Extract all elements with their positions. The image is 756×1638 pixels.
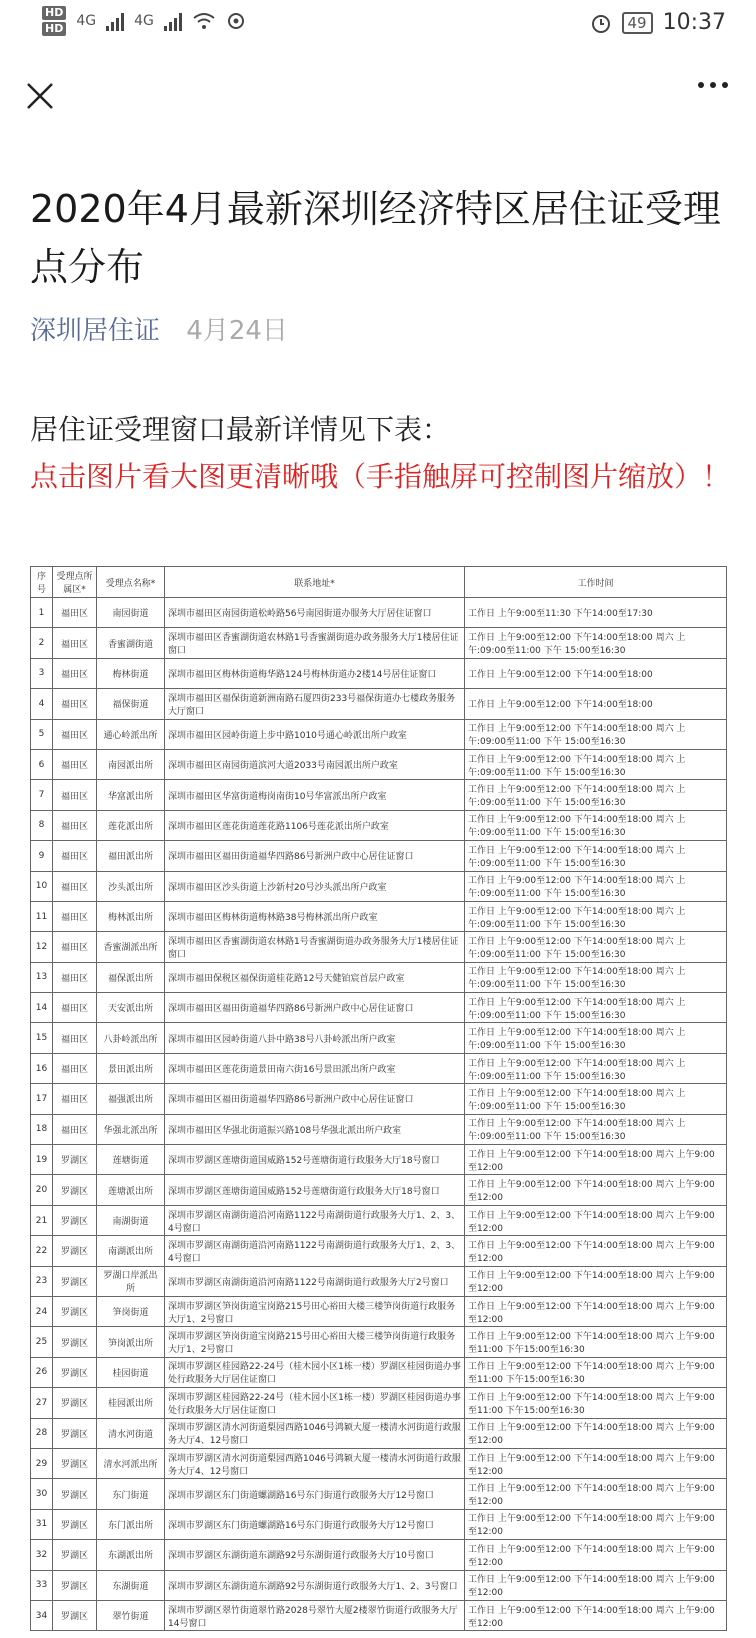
cell-name: 华富派出所	[97, 780, 165, 810]
signal-icon	[106, 11, 124, 31]
cell-hours: 工作日 上午9:00至12:00 下午14:00至18:00 周六 上午9:00至12:00	[465, 1145, 727, 1175]
cell-index: 30	[31, 1479, 53, 1509]
cell-address: 深圳市福田区南园街道松岭路56号南园街道办服务大厅居住证窗口	[165, 598, 465, 628]
cell-hours: 工作日 上午9:00至12:00 下午14:00至18:00 周六 上午:09:00至11:00 下午 15:00至16:30	[465, 962, 727, 992]
cell-name: 香蜜湖派出所	[97, 932, 165, 962]
cell-index: 1	[31, 598, 53, 628]
cell-address: 深圳市罗湖区莲塘街道国威路152号莲塘街道行政服务大厅18号窗口	[165, 1175, 465, 1205]
cell-address: 深圳市罗湖区桂园路22-24号（桂木园小区1栋一楼）罗湖区桂园街道办事处行政服务大厅居住证窗口	[165, 1357, 465, 1387]
table-row	[31, 841, 727, 871]
table-row	[31, 1357, 727, 1387]
table-row	[31, 1570, 727, 1600]
table-row	[31, 1145, 727, 1175]
cell-index: 2	[31, 628, 53, 658]
table-row	[31, 901, 727, 931]
table-row	[31, 628, 727, 658]
cell-index: 31	[31, 1509, 53, 1539]
cell-index: 7	[31, 780, 53, 810]
table-row	[31, 1296, 727, 1326]
cell-address: 深圳市福田区园岭街道八卦中路38号八卦岭派出所户政室	[165, 1023, 465, 1053]
cell-index: 13	[31, 962, 53, 992]
cell-address: 深圳市福田区园岭街道上步中路1010号通心岭派出所户政室	[165, 719, 465, 749]
cell-name: 清水河派出所	[97, 1448, 165, 1478]
table-row	[31, 1509, 727, 1539]
table-row	[31, 1600, 727, 1630]
cell-name: 莲塘派出所	[97, 1175, 165, 1205]
cell-index: 19	[31, 1145, 53, 1175]
wifi-icon	[192, 11, 216, 31]
cell-index: 5	[31, 719, 53, 749]
cell-hours: 工作日 上午9:00至12:00 下午14:00至18:00 周六 上午:09:00至11:00 下午 15:00至16:30	[465, 1084, 727, 1114]
signal-icon-2	[164, 11, 182, 31]
cell-address: 深圳市福田区香蜜湖街道农林路1号香蜜湖街道办政务服务大厅1楼居住证窗口	[165, 628, 465, 658]
cell-hours: 工作日 上午9:00至12:00 下午14:00至18:00 周六 上午9:00至12:00	[465, 1296, 727, 1326]
cell-name: 福保街道	[97, 689, 165, 719]
cell-index: 20	[31, 1175, 53, 1205]
alarm-icon	[590, 12, 612, 34]
cell-address: 深圳市福田保税区福保街道桂花路12号天健铂宸首层户政室	[165, 962, 465, 992]
cell-district: 福田区	[53, 901, 97, 931]
table-row	[31, 1479, 727, 1509]
table-row	[31, 658, 727, 688]
cell-address: 深圳市罗湖区东门街道螺湖路16号东门街道行政服务大厅12号窗口	[165, 1509, 465, 1539]
table-row	[31, 1023, 727, 1053]
nav-bar	[0, 62, 756, 132]
network-label-2: 4G	[134, 13, 154, 29]
cell-district: 罗湖区	[53, 1448, 97, 1478]
more-icon[interactable]	[698, 82, 728, 88]
cell-address: 深圳市福田区莲花街道莲花路1106号莲花派出所户政室	[165, 810, 465, 840]
table-row	[31, 1388, 727, 1418]
locations-table-image[interactable]	[30, 566, 726, 1631]
cell-name: 景田派出所	[97, 1053, 165, 1083]
table-row	[31, 1418, 727, 1448]
table-row	[31, 871, 727, 901]
cell-hours: 工作日 上午9:00至12:00 下午14:00至18:00 周六 上午9:00至12:00	[465, 1448, 727, 1478]
cell-name: 八卦岭派出所	[97, 1023, 165, 1053]
cell-district: 罗湖区	[53, 1357, 97, 1387]
cell-district: 福田区	[53, 658, 97, 688]
table-row	[31, 1175, 727, 1205]
cell-name: 东湖派出所	[97, 1540, 165, 1570]
cell-index: 25	[31, 1327, 53, 1357]
cell-hours: 工作日 上午9:00至12:00 下午14:00至18:00 周六 上午9:00至12:00	[465, 1570, 727, 1600]
cell-index: 18	[31, 1114, 53, 1144]
cell-index: 22	[31, 1236, 53, 1266]
cell-hours: 工作日 上午9:00至12:00 下午14:00至18:00 周六 上午:09:00至11:00 下午 15:00至16:30	[465, 810, 727, 840]
table-row	[31, 1205, 727, 1235]
cell-address: 深圳市福田区莲花街道景田南六街16号景田派出所户政室	[165, 1053, 465, 1083]
cell-name: 梅林派出所	[97, 901, 165, 931]
table-row	[31, 780, 727, 810]
table-row	[31, 962, 727, 992]
cell-district: 福田区	[53, 749, 97, 779]
cell-name: 笋岗街道	[97, 1296, 165, 1326]
col-header-name: 受理点名称*	[97, 567, 165, 598]
cell-address: 深圳市罗湖区清水河街道梨园西路1046号鸿颖大厦一楼清水河街道行政服务大厅4、12号窗口	[165, 1418, 465, 1448]
cell-address: 深圳市罗湖区莲塘街道国威路152号莲塘街道行政服务大厅18号窗口	[165, 1145, 465, 1175]
locations-table	[30, 566, 727, 1631]
intro-text: 居住证受理窗口最新详情见下表：	[30, 413, 451, 446]
cell-index: 27	[31, 1388, 53, 1418]
cell-address: 深圳市福田区福田街道福华四路86号新洲户政中心居住证窗口	[165, 841, 465, 871]
cell-address: 深圳市福田区华富街道梅岗南街10号华富派出所户政室	[165, 780, 465, 810]
cell-hours: 工作日 上午9:00至11:30 下午14:00至17:30	[465, 598, 727, 628]
cell-address: 深圳市罗湖区东湖街道东湖路92号东湖街道行政服务大厅1、2、3号窗口	[165, 1570, 465, 1600]
cell-name: 桂园派出所	[97, 1388, 165, 1418]
table-row	[31, 1053, 727, 1083]
cell-hours: 工作日 上午9:00至12:00 下午14:00至18:00 周六 上午:09:00至11:00 下午 15:00至16:30	[465, 780, 727, 810]
cell-index: 21	[31, 1205, 53, 1235]
cell-hours: 工作日 上午9:00至12:00 下午14:00至18:00 周六 上午9:00至11:00 下午15:00至16:30	[465, 1388, 727, 1418]
cell-index: 28	[31, 1418, 53, 1448]
cell-district: 福田区	[53, 1053, 97, 1083]
cell-index: 16	[31, 1053, 53, 1083]
cell-index: 29	[31, 1448, 53, 1478]
cell-name: 清水河街道	[97, 1418, 165, 1448]
cell-name: 东门街道	[97, 1479, 165, 1509]
publish-date: 4月24日	[186, 316, 288, 346]
cell-name: 罗湖口岸派出所	[97, 1266, 165, 1296]
cell-district: 罗湖区	[53, 1479, 97, 1509]
article-meta	[30, 310, 288, 347]
cell-name: 福强派出所	[97, 1084, 165, 1114]
cell-address: 深圳市罗湖区东湖街道东湖路92号东湖街道行政服务大厅10号窗口	[165, 1540, 465, 1570]
cell-hours: 工作日 上午9:00至12:00 下午14:00至18:00 周六 上午9:00至12:00	[465, 1540, 727, 1570]
cell-name: 南湖街道	[97, 1205, 165, 1235]
cell-hours: 工作日 上午9:00至12:00 下午14:00至18:00 周六 上午9:00至12:00	[465, 1600, 727, 1630]
cell-index: 15	[31, 1023, 53, 1053]
cell-district: 罗湖区	[53, 1236, 97, 1266]
col-header-index: 序号	[31, 567, 53, 598]
status-left	[42, 6, 246, 36]
cell-hours: 工作日 上午9:00至12:00 下午14:00至18:00 周六 上午9:00至12:00	[465, 1509, 727, 1539]
cell-district: 罗湖区	[53, 1145, 97, 1175]
cell-address: 深圳市福田区沙头街道上沙新村20号沙头派出所户政室	[165, 871, 465, 901]
cell-hours: 工作日 上午9:00至12:00 下午14:00至18:00 周六 上午9:00至12:00	[465, 1205, 727, 1235]
cell-index: 3	[31, 658, 53, 688]
cell-hours: 工作日 上午9:00至12:00 下午14:00至18:00 周六 上午:09:00至11:00 下午 15:00至16:30	[465, 1023, 727, 1053]
cell-hours: 工作日 上午9:00至12:00 下午14:00至18:00 周六 上午:09:00至11:00 下午 15:00至16:30	[465, 719, 727, 749]
cell-district: 福田区	[53, 841, 97, 871]
cell-index: 34	[31, 1600, 53, 1630]
cell-hours: 工作日 上午9:00至12:00 下午14:00至18:00 周六 上午9:00至11:00 下午15:00至16:30	[465, 1357, 727, 1387]
cell-address: 深圳市福田区福田街道福华四路86号新洲户政中心居住证窗口	[165, 1084, 465, 1114]
cell-index: 12	[31, 932, 53, 962]
cell-name: 香蜜湖街道	[97, 628, 165, 658]
cell-hours: 工作日 上午9:00至12:00 下午14:00至18:00 周六 上午9:00至12:00	[465, 1175, 727, 1205]
cell-address: 深圳市福田区梅林街道梅林路38号梅林派出所户政室	[165, 901, 465, 931]
cell-name: 沙头派出所	[97, 871, 165, 901]
table-body	[31, 598, 727, 1631]
cell-address: 深圳市罗湖区南湖街道沿河南路1122号南湖街道行政服务大厅2号窗口	[165, 1266, 465, 1296]
data-saver-icon	[226, 11, 246, 31]
cell-name: 桂园街道	[97, 1357, 165, 1387]
table-row	[31, 1236, 727, 1266]
cell-address: 深圳市福田区福保街道新洲南路石厦四街233号福保街道办七楼政务服务大厅窗口	[165, 689, 465, 719]
cell-name: 翠竹街道	[97, 1600, 165, 1630]
cell-name: 南湖派出所	[97, 1236, 165, 1266]
cell-address: 深圳市福田区南园街道滨河大道2033号南园派出所户政室	[165, 749, 465, 779]
cell-address: 深圳市罗湖区翠竹街道翠竹路2028号翠竹大厦2楼翠竹街道行政服务大厅14号窗口	[165, 1600, 465, 1630]
cell-address: 深圳市福田区梅林街道梅华路124号梅林街道办2楼14号居住证窗口	[165, 658, 465, 688]
cell-hours: 工作日 上午9:00至12:00 下午14:00至18:00 周六 上午:09:00至11:00 下午 15:00至16:30	[465, 871, 727, 901]
cell-address: 深圳市罗湖区东门街道螺湖路16号东门街道行政服务大厅12号窗口	[165, 1479, 465, 1509]
cell-address: 深圳市罗湖区清水河街道梨园西路1046号鸿颖大厦一楼清水河街道行政服务大厅4、12号窗口	[165, 1448, 465, 1478]
table-row	[31, 1540, 727, 1570]
table-row	[31, 932, 727, 962]
cell-address: 深圳市福田区香蜜湖街道农林路1号香蜜湖街道办政务服务大厅1楼居住证窗口	[165, 932, 465, 962]
table-row	[31, 993, 727, 1023]
cell-district: 罗湖区	[53, 1509, 97, 1539]
cell-hours: 工作日 上午9:00至12:00 下午14:00至18:00	[465, 658, 727, 688]
table-row	[31, 689, 727, 719]
status-bar	[0, 0, 756, 52]
cell-index: 9	[31, 841, 53, 871]
cell-index: 23	[31, 1266, 53, 1296]
cell-address: 深圳市罗湖区桂园路22-24号（桂木园小区1栋一楼）罗湖区桂园街道办事处行政服务大厅居住证窗口	[165, 1388, 465, 1418]
cell-index: 6	[31, 749, 53, 779]
table-row	[31, 749, 727, 779]
cell-name: 华强北派出所	[97, 1114, 165, 1144]
cell-address: 深圳市罗湖区笋岗街道宝岗路215号田心裕田大楼三楼笋岗街道行政服务大厅1、2号窗口	[165, 1296, 465, 1326]
cell-address: 深圳市罗湖区南湖街道沿河南路1122号南湖街道行政服务大厅1、2、3、4号窗口	[165, 1205, 465, 1235]
table-row	[31, 1114, 727, 1144]
close-icon[interactable]	[20, 76, 60, 116]
cell-district: 福田区	[53, 1084, 97, 1114]
cell-hours: 工作日 上午9:00至12:00 下午14:00至18:00 周六 上午9:00至12:00	[465, 1236, 727, 1266]
hd2-badge: HD	[42, 22, 66, 36]
cell-address: 深圳市罗湖区笋岗街道宝岗路215号田心裕田大楼三楼笋岗街道行政服务大厅1、2号窗口	[165, 1327, 465, 1357]
cell-index: 26	[31, 1357, 53, 1387]
cell-district: 福田区	[53, 932, 97, 962]
cell-district: 罗湖区	[53, 1266, 97, 1296]
cell-hours: 工作日 上午9:00至12:00 下午14:00至18:00 周六 上午:09:00至11:00 下午 15:00至16:30	[465, 749, 727, 779]
cell-name: 南园派出所	[97, 749, 165, 779]
cell-name: 通心岭派出所	[97, 719, 165, 749]
cell-name: 东门派出所	[97, 1509, 165, 1539]
cell-district: 罗湖区	[53, 1570, 97, 1600]
cell-hours: 工作日 上午9:00至12:00 下午14:00至18:00 周六 上午:09:00至11:00 下午 15:00至16:30	[465, 932, 727, 962]
cell-district: 福田区	[53, 810, 97, 840]
cell-district: 罗湖区	[53, 1540, 97, 1570]
cell-hours: 工作日 上午9:00至12:00 下午14:00至18:00 周六 上午9:00至12:00	[465, 1266, 727, 1296]
hd-indicators	[42, 6, 66, 36]
hd1-badge: HD	[42, 6, 66, 20]
cell-hours: 工作日 上午9:00至12:00 下午14:00至18:00 周六 上午:09:00至11:00 下午 15:00至16:30	[465, 993, 727, 1023]
cell-hours: 工作日 上午9:00至12:00 下午14:00至18:00 周六 上午:09:00至11:00 下午 15:00至16:30	[465, 901, 727, 931]
cell-district: 福田区	[53, 689, 97, 719]
cell-district: 福田区	[53, 1023, 97, 1053]
table-row	[31, 810, 727, 840]
table-row	[31, 1266, 727, 1296]
cell-hours: 工作日 上午9:00至12:00 下午14:00至18:00 周六 上午:09:00至11:00 下午 15:00至16:30	[465, 841, 727, 871]
cell-district: 罗湖区	[53, 1205, 97, 1235]
cell-name: 天安派出所	[97, 993, 165, 1023]
col-header-hours: 工作时间	[465, 567, 727, 598]
cell-index: 17	[31, 1084, 53, 1114]
cell-district: 罗湖区	[53, 1296, 97, 1326]
cell-hours: 工作日 上午9:00至12:00 下午14:00至18:00 周六 上午9:00至11:00 下午15:00至16:30	[465, 1327, 727, 1357]
cell-index: 24	[31, 1296, 53, 1326]
cell-name: 梅林街道	[97, 658, 165, 688]
col-header-address: 联系地址*	[165, 567, 465, 598]
battery-icon: 49	[622, 12, 653, 34]
cell-name: 莲塘街道	[97, 1145, 165, 1175]
cell-hours: 工作日 上午9:00至12:00 下午14:00至18:00 周六 上午:09:00至11:00 下午 15:00至16:30	[465, 1053, 727, 1083]
table-row	[31, 719, 727, 749]
cell-index: 11	[31, 901, 53, 931]
cell-hours: 工作日 上午9:00至12:00 下午14:00至18:00 周六 上午:09:00至11:00 下午 15:00至16:30	[465, 628, 727, 658]
table-row	[31, 598, 727, 628]
notice-text: 点击图片看大图更清晰哦（手指触屏可控制图片缩放）！	[30, 460, 731, 493]
cell-name: 莲花派出所	[97, 810, 165, 840]
cell-district: 福田区	[53, 628, 97, 658]
cell-hours: 工作日 上午9:00至12:00 下午14:00至18:00 周六 上午9:00至12:00	[465, 1479, 727, 1509]
cell-hours: 工作日 上午9:00至12:00 下午14:00至18:00	[465, 689, 727, 719]
article-title: 2020年4月最新深圳经济特区居住证受理点分布	[30, 187, 721, 289]
table-row	[31, 1448, 727, 1478]
cell-index: 33	[31, 1570, 53, 1600]
col-header-district: 受理点所属区*	[53, 567, 97, 598]
clock: 10:37	[662, 10, 726, 35]
author-link[interactable]: 深圳居住证	[30, 316, 161, 346]
cell-address: 深圳市福田区华强北街道振兴路108号华强北派出所户政室	[165, 1114, 465, 1144]
cell-name: 南园街道	[97, 598, 165, 628]
cell-address: 深圳市福田区福田街道福华四路86号新洲户政中心居住证窗口	[165, 993, 465, 1023]
cell-name: 福田派出所	[97, 841, 165, 871]
cell-hours: 工作日 上午9:00至12:00 下午14:00至18:00 周六 上午9:00至12:00	[465, 1418, 727, 1448]
cell-district: 罗湖区	[53, 1418, 97, 1448]
cell-district: 福田区	[53, 719, 97, 749]
cell-district: 罗湖区	[53, 1600, 97, 1630]
cell-district: 罗湖区	[53, 1388, 97, 1418]
cell-index: 4	[31, 689, 53, 719]
cell-hours: 工作日 上午9:00至12:00 下午14:00至18:00 周六 上午:09:00至11:00 下午 15:00至16:30	[465, 1114, 727, 1144]
cell-name: 东湖街道	[97, 1570, 165, 1600]
cell-district: 罗湖区	[53, 1175, 97, 1205]
cell-name: 福保派出所	[97, 962, 165, 992]
network-label-1: 4G	[76, 13, 97, 29]
cell-name: 笋岗派出所	[97, 1327, 165, 1357]
cell-district: 福田区	[53, 780, 97, 810]
cell-district: 福田区	[53, 993, 97, 1023]
cell-address: 深圳市罗湖区南湖街道沿河南路1122号南湖街道行政服务大厅1、2、3、4号窗口	[165, 1236, 465, 1266]
cell-district: 福田区	[53, 1114, 97, 1144]
table-row	[31, 1084, 727, 1114]
cell-index: 14	[31, 993, 53, 1023]
cell-district: 福田区	[53, 871, 97, 901]
status-right	[590, 10, 727, 35]
table-header-row	[31, 567, 727, 598]
cell-district: 福田区	[53, 962, 97, 992]
cell-index: 10	[31, 871, 53, 901]
cell-index: 8	[31, 810, 53, 840]
cell-district: 罗湖区	[53, 1327, 97, 1357]
cell-index: 32	[31, 1540, 53, 1570]
cell-district: 福田区	[53, 598, 97, 628]
table-row	[31, 1327, 727, 1357]
